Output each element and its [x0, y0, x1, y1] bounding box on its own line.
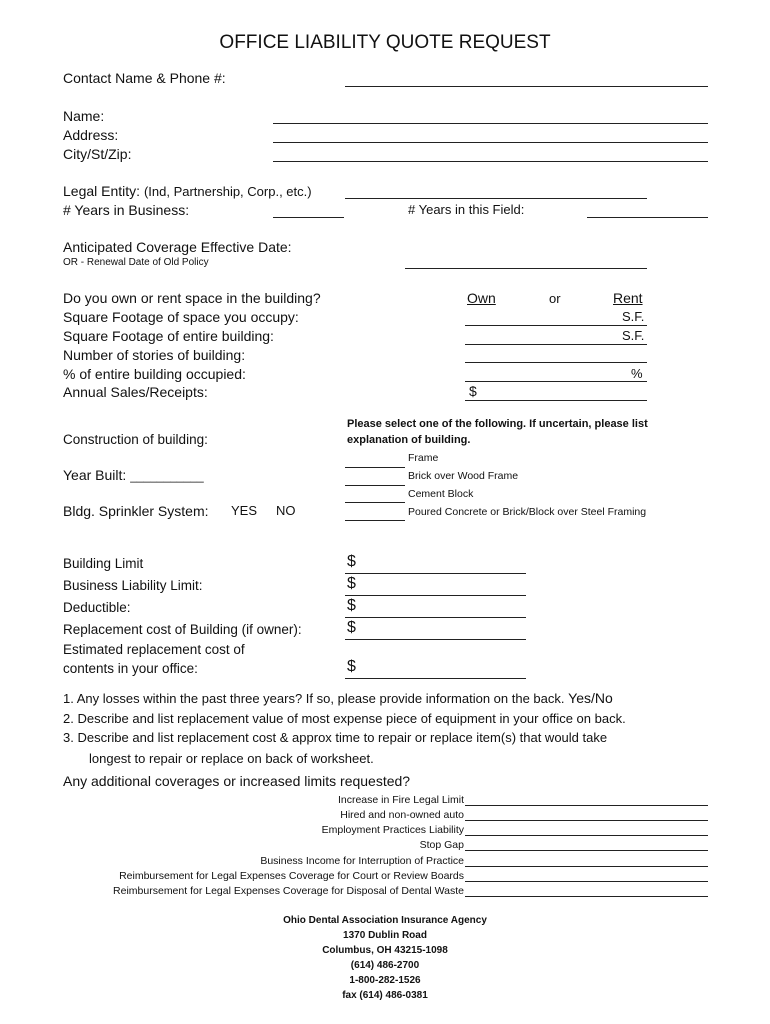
question-3b: longest to repair or replace on back of worksheet.	[89, 751, 374, 766]
stop-gap-field[interactable]	[465, 850, 708, 851]
question-1: 1. Any losses within the past three years? If so, please provide information on the back.	[63, 691, 565, 706]
additional-item-fire-legal: Increase in Fire Legal Limit	[337, 794, 464, 806]
year-built-label: Year Built:	[63, 467, 127, 483]
contact-field[interactable]	[345, 86, 708, 87]
stories-field[interactable]	[465, 362, 647, 363]
address-field[interactable]	[273, 142, 708, 143]
pct-unit: %	[631, 366, 643, 381]
question-3a: 3. Describe and list replacement cost & approx time to repair or replace item(s) that would take	[63, 730, 608, 745]
sqft-entire-label: Square Footage of entire building:	[63, 328, 274, 344]
question-1-yes-no[interactable]: Yes/No	[568, 690, 613, 706]
fire-legal-field[interactable]	[465, 805, 708, 806]
legal-entity-label: Legal Entity:	[63, 183, 141, 199]
contents-label-2: contents in your office:	[63, 661, 198, 676]
contact-label: Contact Name & Phone #:	[63, 70, 226, 86]
sprinkler-label: Bldg. Sprinkler System:	[63, 503, 209, 519]
coverage-date-sub: OR - Renewal Date of Old Policy	[63, 257, 209, 268]
sales-field[interactable]	[465, 400, 647, 401]
construction-option-brick-wood: Brick over Wood Frame	[408, 470, 519, 482]
pct-occupied-label: % of entire building occupied:	[63, 366, 246, 382]
construction-option-frame: Frame	[408, 452, 439, 464]
sprinkler-no[interactable]: NO	[276, 503, 296, 518]
contents-label-1: Estimated replacement cost of	[63, 642, 245, 657]
footer-phone-2: 1-800-282-1526	[349, 975, 421, 986]
legal-entity-field[interactable]	[345, 198, 647, 199]
frame-checkline[interactable]	[345, 467, 405, 468]
city-label: City/St/Zip:	[63, 146, 132, 162]
replacement-field[interactable]	[345, 639, 526, 640]
liability-limit-dollar: $	[347, 575, 356, 592]
years-field-label: # Years in this Field:	[408, 202, 525, 217]
footer-city: Columbus, OH 43215-1098	[322, 945, 448, 956]
sqft-entire-unit: S.F.	[622, 328, 645, 343]
additional-item-stop-gap: Stop Gap	[419, 839, 464, 851]
years-business-label: # Years in Business:	[63, 202, 190, 218]
additional-item-hired-auto: Hired and non-owned auto	[340, 809, 464, 821]
cement-checkline[interactable]	[345, 502, 405, 503]
hired-auto-field[interactable]	[465, 820, 708, 821]
year-built-field[interactable]: ___________	[130, 469, 204, 483]
name-field[interactable]	[273, 123, 708, 124]
deductible-dollar: $	[347, 597, 356, 614]
construction-option-concrete: Poured Concrete or Brick/Block over Steel Framing	[408, 506, 647, 518]
footer-phone-1: (614) 486-2700	[350, 960, 420, 971]
concrete-checkline[interactable]	[345, 520, 405, 521]
construction-instruction-1: Please select one of the following. If uncertain, please list	[347, 418, 648, 430]
page-title: OFFICE LIABILITY QUOTE REQUEST	[219, 32, 551, 53]
footer-agency: Ohio Dental Association Insurance Agency	[283, 915, 487, 926]
contents-dollar: $	[347, 658, 356, 675]
legal-court-field[interactable]	[465, 881, 708, 882]
sqft-occupy-label: Square Footage of space you occupy:	[63, 309, 299, 325]
brick-wood-checkline[interactable]	[345, 485, 405, 486]
additional-item-business-income: Business Income for Interruption of Practice	[260, 855, 464, 867]
rent-option[interactable]: Rent	[613, 290, 643, 306]
sqft-entire-field[interactable]	[465, 344, 647, 345]
building-limit-label: Building Limit	[63, 556, 144, 571]
stories-label: Number of stories of building:	[63, 347, 246, 363]
address-label: Address:	[63, 127, 119, 143]
years-business-field[interactable]	[273, 217, 344, 218]
additional-item-employment: Employment Practices Liability	[321, 824, 464, 836]
building-limit-dollar: $	[347, 553, 356, 570]
sqft-occupy-unit: S.F.	[622, 309, 645, 324]
replacement-dollar: $	[347, 619, 356, 636]
footer-street: 1370 Dublin Road	[343, 930, 427, 941]
business-income-field[interactable]	[465, 866, 708, 867]
additional-item-legal-waste: Reimbursement for Legal Expenses Coverage for Disposal of Dental Waste	[113, 885, 464, 897]
replacement-label: Replacement cost of Building (if owner):	[63, 622, 302, 637]
additional-item-legal-court: Reimbursement for Legal Expenses Coverage for Court or Review Boards	[119, 870, 464, 882]
building-limit-field[interactable]	[345, 573, 526, 574]
coverage-date-field[interactable]	[405, 268, 647, 269]
construction-label: Construction of building:	[63, 432, 208, 447]
sales-label: Annual Sales/Receipts:	[63, 384, 208, 400]
liability-limit-label: Business Liability Limit:	[63, 578, 203, 593]
construction-option-cement: Cement Block	[408, 488, 474, 500]
contents-field[interactable]	[345, 678, 526, 679]
sprinkler-yes[interactable]: YES	[231, 503, 258, 518]
own-option[interactable]: Own	[467, 290, 496, 306]
deductible-label: Deductible:	[63, 600, 131, 615]
city-field[interactable]	[273, 161, 708, 162]
name-label: Name:	[63, 108, 105, 124]
pct-occupied-field[interactable]	[465, 381, 647, 382]
footer-fax: fax (614) 486-0381	[342, 990, 428, 1001]
construction-instruction-2: explanation of building.	[347, 434, 471, 446]
employment-field[interactable]	[465, 835, 708, 836]
legal-entity-hint: (Ind, Partnership, Corp., etc.)	[143, 184, 312, 199]
liability-limit-field[interactable]	[345, 595, 526, 596]
years-field-field[interactable]	[587, 217, 708, 218]
legal-waste-field[interactable]	[465, 896, 708, 897]
coverage-date-label: Anticipated Coverage Effective Date:	[63, 239, 292, 255]
sales-dollar: $	[469, 383, 477, 399]
question-2: 2. Describe and list replacement value of most expense piece of equipment in your office on back.	[63, 711, 626, 726]
own-rent-question: Do you own or rent space in the building?	[63, 290, 321, 306]
or-text: or	[549, 291, 561, 306]
deductible-field[interactable]	[345, 617, 526, 618]
sqft-occupy-field[interactable]	[465, 325, 647, 326]
additional-heading: Any additional coverages or increased limits requested?	[63, 773, 411, 789]
